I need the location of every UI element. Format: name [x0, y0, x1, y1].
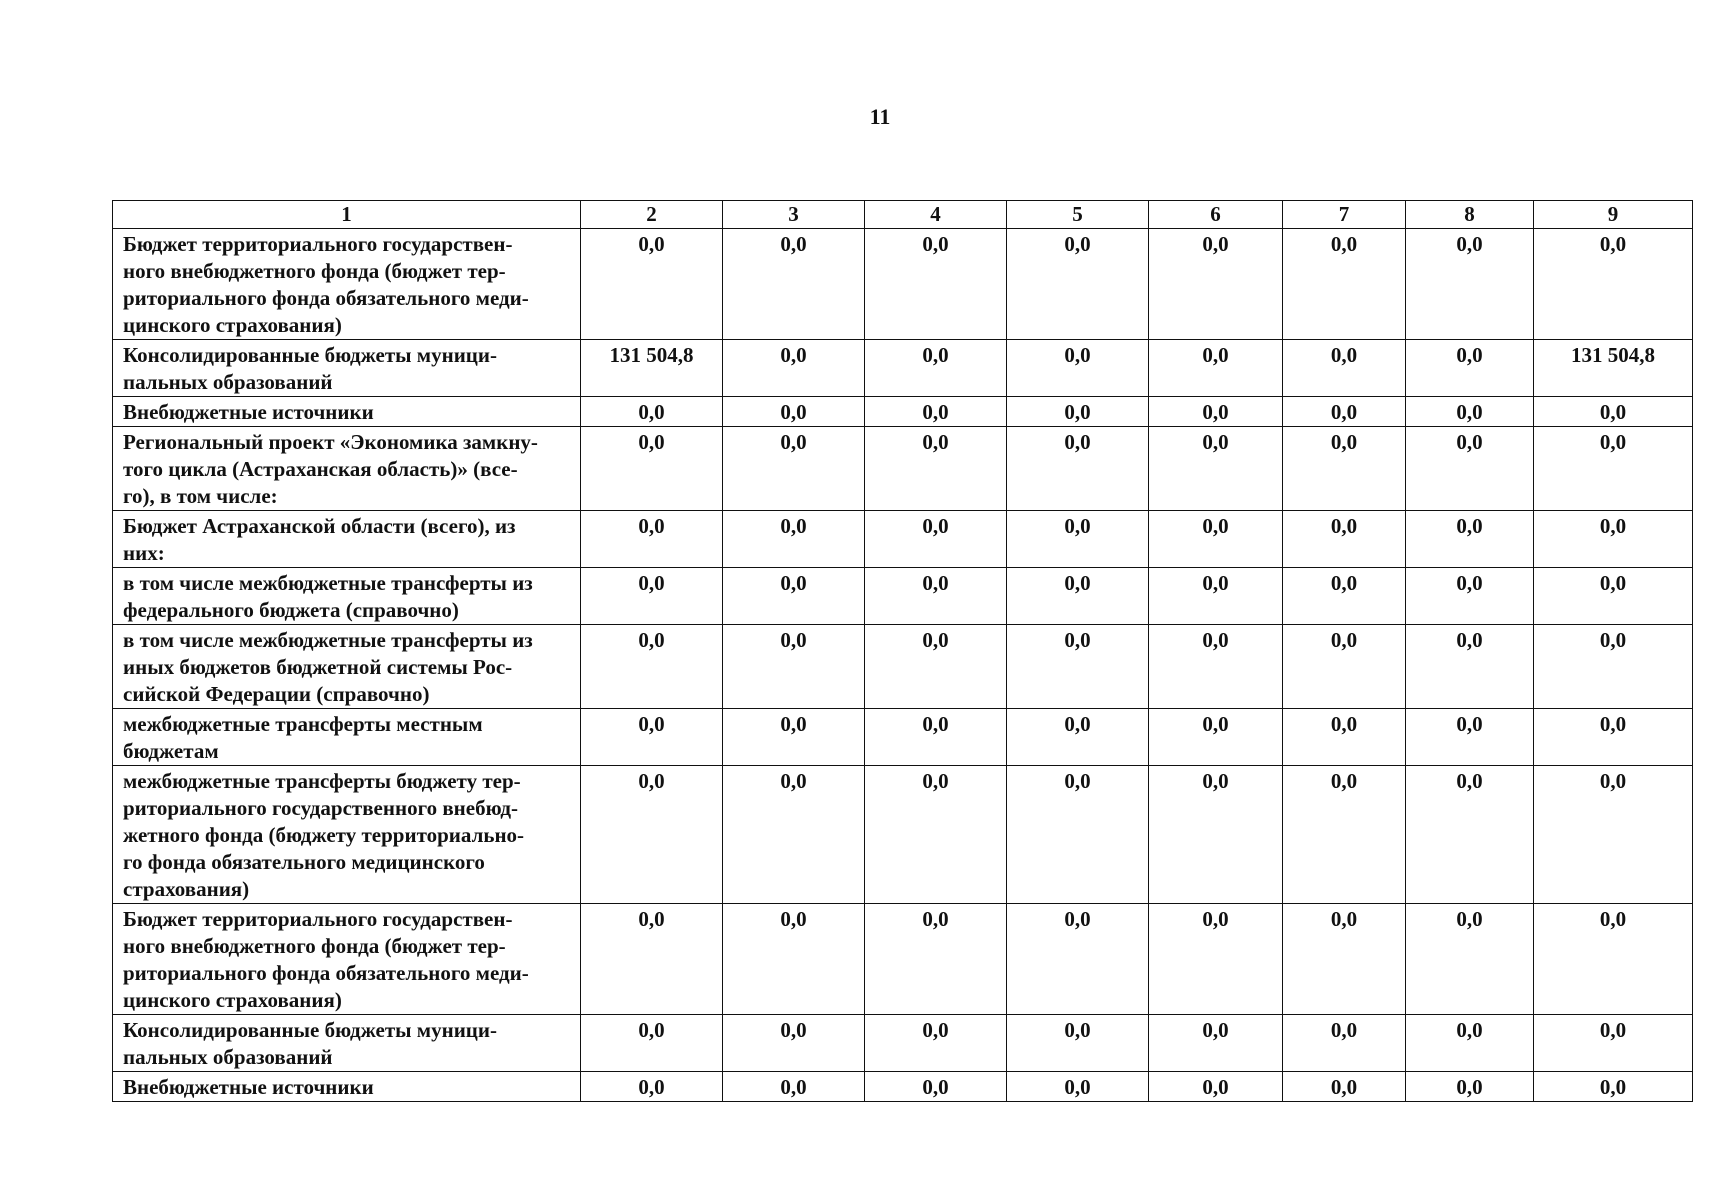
value-cell: 0,0	[1406, 427, 1534, 511]
table-row	[113, 1072, 1693, 1102]
value-cell: 0,0	[581, 568, 723, 625]
value-cell: 0,0	[1149, 766, 1283, 904]
value-cell: 0,0	[1149, 511, 1283, 568]
value-cell: 0,0	[1007, 568, 1149, 625]
value-cell: 0,0	[865, 1072, 1007, 1102]
value-cell: 0,0	[581, 1015, 723, 1072]
value-cell: 0,0	[1149, 229, 1283, 340]
value-cell: 0,0	[1283, 904, 1406, 1015]
value-cell: 0,0	[865, 511, 1007, 568]
table-header-row	[113, 201, 1693, 229]
value-cell: 0,0	[1007, 625, 1149, 709]
value-cell: 0,0	[1149, 340, 1283, 397]
value-cell: 0,0	[1149, 709, 1283, 766]
row-label: в том числе межбюджетные трансферты из федерального бюджета (справочно)	[113, 568, 581, 625]
value-cell: 0,0	[723, 709, 865, 766]
value-cell: 0,0	[723, 625, 865, 709]
value-cell: 0,0	[723, 397, 865, 427]
value-cell: 0,0	[1534, 904, 1693, 1015]
value-cell: 0,0	[1149, 397, 1283, 427]
row-label: Консолидированные бюджеты муници- пальных образований	[113, 340, 581, 397]
value-cell: 0,0	[1149, 625, 1283, 709]
value-cell: 0,0	[1283, 625, 1406, 709]
value-cell: 0,0	[723, 766, 865, 904]
table-row	[113, 340, 1693, 397]
value-cell: 0,0	[1007, 904, 1149, 1015]
value-cell: 0,0	[1406, 1015, 1534, 1072]
value-cell: 0,0	[581, 625, 723, 709]
value-cell: 0,0	[723, 1072, 865, 1102]
value-cell: 0,0	[1007, 1072, 1149, 1102]
column-header: 6	[1149, 201, 1283, 229]
value-cell: 0,0	[723, 904, 865, 1015]
row-label: межбюджетные трансферты бюджету тер- риториального государственного внебюд- жетного фонда (бюджету территориально- го фонда обязательного медицинского страхования)	[113, 766, 581, 904]
value-cell: 0,0	[581, 1072, 723, 1102]
value-cell: 0,0	[1149, 904, 1283, 1015]
value-cell: 0,0	[1283, 568, 1406, 625]
table-row	[113, 904, 1693, 1015]
value-cell: 0,0	[1007, 766, 1149, 904]
value-cell: 0,0	[1149, 1072, 1283, 1102]
value-cell: 0,0	[1007, 511, 1149, 568]
value-cell: 0,0	[865, 229, 1007, 340]
row-label: в том числе межбюджетные трансферты из иных бюджетов бюджетной системы Рос- сийской Федерации (справочно)	[113, 625, 581, 709]
value-cell: 0,0	[1406, 904, 1534, 1015]
table-row	[113, 568, 1693, 625]
value-cell: 0,0	[723, 340, 865, 397]
value-cell: 0,0	[1406, 340, 1534, 397]
table-row	[113, 511, 1693, 568]
value-cell: 0,0	[723, 1015, 865, 1072]
value-cell: 0,0	[723, 568, 865, 625]
value-cell: 0,0	[1406, 397, 1534, 427]
column-header: 9	[1534, 201, 1693, 229]
column-header: 7	[1283, 201, 1406, 229]
row-label: Внебюджетные источники	[113, 397, 581, 427]
value-cell: 0,0	[1283, 397, 1406, 427]
value-cell: 0,0	[1007, 397, 1149, 427]
value-cell: 0,0	[1534, 427, 1693, 511]
value-cell: 0,0	[1149, 427, 1283, 511]
value-cell: 0,0	[1534, 568, 1693, 625]
value-cell: 0,0	[865, 1015, 1007, 1072]
value-cell: 0,0	[1406, 709, 1534, 766]
value-cell: 0,0	[865, 709, 1007, 766]
value-cell: 0,0	[1007, 340, 1149, 397]
value-cell: 0,0	[1406, 229, 1534, 340]
value-cell: 131 504,8	[1534, 340, 1693, 397]
column-header: 1	[113, 201, 581, 229]
value-cell: 0,0	[865, 766, 1007, 904]
value-cell: 0,0	[581, 397, 723, 427]
value-cell: 0,0	[1007, 229, 1149, 340]
value-cell: 0,0	[581, 511, 723, 568]
row-label: межбюджетные трансферты местным бюджетам	[113, 709, 581, 766]
value-cell: 0,0	[865, 625, 1007, 709]
table-row	[113, 229, 1693, 340]
value-cell: 0,0	[1007, 1015, 1149, 1072]
value-cell: 131 504,8	[581, 340, 723, 397]
table-row	[113, 709, 1693, 766]
value-cell: 0,0	[1283, 229, 1406, 340]
value-cell: 0,0	[865, 397, 1007, 427]
row-label: Бюджет территориального государствен- ного внебюджетного фонда (бюджет тер- риториального фонда обязательного меди- цинского страхования)	[113, 904, 581, 1015]
row-label: Бюджет Астраханской области (всего), из них:	[113, 511, 581, 568]
table-row	[113, 625, 1693, 709]
value-cell: 0,0	[1283, 511, 1406, 568]
value-cell: 0,0	[1534, 766, 1693, 904]
value-cell: 0,0	[1283, 766, 1406, 904]
column-header: 2	[581, 201, 723, 229]
row-label: Внебюджетные источники	[113, 1072, 581, 1102]
value-cell: 0,0	[723, 511, 865, 568]
value-cell: 0,0	[1406, 511, 1534, 568]
column-header: 4	[865, 201, 1007, 229]
column-header: 5	[1007, 201, 1149, 229]
value-cell: 0,0	[865, 904, 1007, 1015]
value-cell: 0,0	[1534, 709, 1693, 766]
value-cell: 0,0	[581, 766, 723, 904]
value-cell: 0,0	[1534, 1072, 1693, 1102]
value-cell: 0,0	[1283, 709, 1406, 766]
value-cell: 0,0	[581, 427, 723, 511]
value-cell: 0,0	[1283, 427, 1406, 511]
page-number: 11	[869, 104, 891, 129]
table-row	[113, 766, 1693, 904]
table-row	[113, 397, 1693, 427]
value-cell: 0,0	[1534, 511, 1693, 568]
value-cell: 0,0	[581, 229, 723, 340]
value-cell: 0,0	[581, 709, 723, 766]
value-cell: 0,0	[1149, 568, 1283, 625]
value-cell: 0,0	[1534, 397, 1693, 427]
value-cell: 0,0	[1149, 1015, 1283, 1072]
value-cell: 0,0	[723, 229, 865, 340]
value-cell: 0,0	[865, 568, 1007, 625]
value-cell: 0,0	[1007, 427, 1149, 511]
value-cell: 0,0	[865, 427, 1007, 511]
value-cell: 0,0	[1406, 568, 1534, 625]
value-cell: 0,0	[1283, 1015, 1406, 1072]
value-cell: 0,0	[1534, 625, 1693, 709]
budget-table	[112, 200, 1693, 1102]
value-cell: 0,0	[1534, 1015, 1693, 1072]
value-cell: 0,0	[1283, 340, 1406, 397]
value-cell: 0,0	[581, 904, 723, 1015]
value-cell: 0,0	[1283, 1072, 1406, 1102]
value-cell: 0,0	[865, 340, 1007, 397]
value-cell: 0,0	[1406, 625, 1534, 709]
table-row	[113, 427, 1693, 511]
column-header: 3	[723, 201, 865, 229]
budget-table-container	[112, 200, 1692, 1102]
value-cell: 0,0	[1406, 766, 1534, 904]
row-label: Бюджет территориального государствен- ного внебюджетного фонда (бюджет тер- риториального фонда обязательного меди- цинского страхования)	[113, 229, 581, 340]
row-label: Консолидированные бюджеты муници- пальных образований	[113, 1015, 581, 1072]
table-row	[113, 1015, 1693, 1072]
table-body	[113, 229, 1693, 1102]
value-cell: 0,0	[1406, 1072, 1534, 1102]
value-cell: 0,0	[1007, 709, 1149, 766]
row-label: Региональный проект «Экономика замкну- того цикла (Астраханская область)» (все- го), в том числе:	[113, 427, 581, 511]
column-header: 8	[1406, 201, 1534, 229]
value-cell: 0,0	[723, 427, 865, 511]
value-cell: 0,0	[1534, 229, 1693, 340]
